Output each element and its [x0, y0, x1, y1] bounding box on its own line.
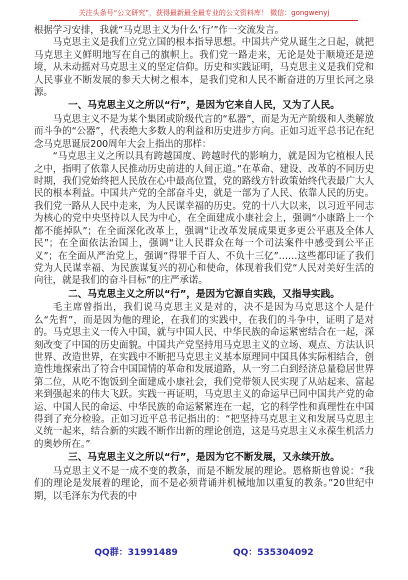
- footer-contacts: [0, 545, 408, 558]
- section-heading-1: 一、马克思主义之所以“行”，是因为它来自人民，又为了人民。: [68, 100, 340, 112]
- document-body: [34, 25, 374, 503]
- header-banner: 关注头条号“公文研究”，获得最新最全最专业的公文资料库！ 微信：gongwenyj: [50, 8, 358, 21]
- intro-paragraph-1: 根据学习安排，我就“马克思主义为什么‘行’”作一交流发言。: [34, 25, 285, 36]
- section-2-paragraph-1: 毛主席曾指出，我们说马克思主义是对的，决不是因为马克思这个人是什么“先哲”，而是因为他的理论，在我们的实践中，在我们的斗争中，证明了是对的。马克思主义一传入中国，就与中国人民、中华民族的命运紧密结合在一起，深刻改变了中国的历史面貌。中国共产党坚持用马克思主义的立场、观点、方法认识世界、改造世界，在实践中不断把马克思主义基本原理同中国具体实际相结合，创造性地探索出了符合中国国情的革命和发展道路，从一穷二白到经济总量稳居世界第二位，从吃不饱饭到全面建成小康社会，我们党带领人民实现了从站起来、富起来到强起来的伟大飞跃。实践一再证明，马克思主义的命运早已同中国共产党的命运、中国人民的命运、中华民族的命运紧紧连在一起，它的科学性和真理性在中国得到了充分检验。正如习近平总书记指出的：“把坚持马克思主义和发展马克思主义统一起来，结合新的实践不断作出新的理论创造，这是马克思主义永葆生机活力的奥妙所在。”: [34, 302, 374, 450]
- section-3-paragraph-1: 马克思主义不是一成不变的教条，而是不断发展的理论。恩格斯也曾说：“我们的理论是发展着的理论，而不是必须背诵并机械地加以重复的教条。”20世纪中期，以毛泽东为代表的中: [34, 465, 374, 502]
- section-heading-2: 二、马克思主义之所以“行”，是因为它源自实践，又指导实践。: [68, 288, 340, 300]
- footer-qq-number: QQ：535304092: [232, 548, 314, 558]
- footer-qq-group: QQ群：31991489: [94, 548, 178, 558]
- section-1-paragraph-2: “马克思主义之所以具有跨越国度、跨越时代的影响力，就是因为它植根人民之中，指明了依靠人民推动历史前进的人间正道。”在革命、建设、改革的不同历史时期，我们党始终把人民放在心中最高位置，党的路线方针政策始终代表最广大人民的根本利益。中国共产党的全部奋斗史，就是一部为了人民、依靠人民的历史。我们党一路从人民中走来，为人民谋幸福的历史。党的十八大以来，以习近平同志为核心的党中央坚持以人民为中心，在全面建成小康社会上，强调“小康路上一个都不能掉队”；在全面深化改革上，强调“让改革发展成果更多更公平惠及全体人民”；在全面依法治国上，强调“让人民群众在每一个司法案件中感受到公平正义”；在全面从严治党上，强调“得罪千百人、不负十三亿”……这些都印证了我们党为人民谋幸福、为民族谋复兴的初心和使命，体现着我们党“人民对美好生活的向往，就是我们的奋斗目标”的庄严承诺。: [34, 151, 374, 287]
- section-1-paragraph-1: 马克思主义不是为某个集团或阶级代言的“私器”，而是为无产阶级和人类解放而斗争的“公器”，代表绝大多数人的利益和历史进步方向。正如习近平总书记在纪念马克思诞辰200周年大会上指出的那样：: [34, 114, 374, 150]
- intro-paragraph-2: 马克思主义是我们立党立国的根本指导思想。中国共产党从诞生之日起，就把马克思主义鲜明地写在自己的旗帜上。我们党一路走来，无论是处于顺境还是逆境，从未动摇对马克思主义的坚定信仰。历史和实践证明，马克思主义是我们党和人民事业不断发展的参天大树之根本，是我们党和人民不断奋进的万里长河之泉源。: [34, 37, 374, 99]
- section-heading-3: 三、马克思主义之所以“行”，是因为它不断发展，又永续开放。: [68, 452, 340, 464]
